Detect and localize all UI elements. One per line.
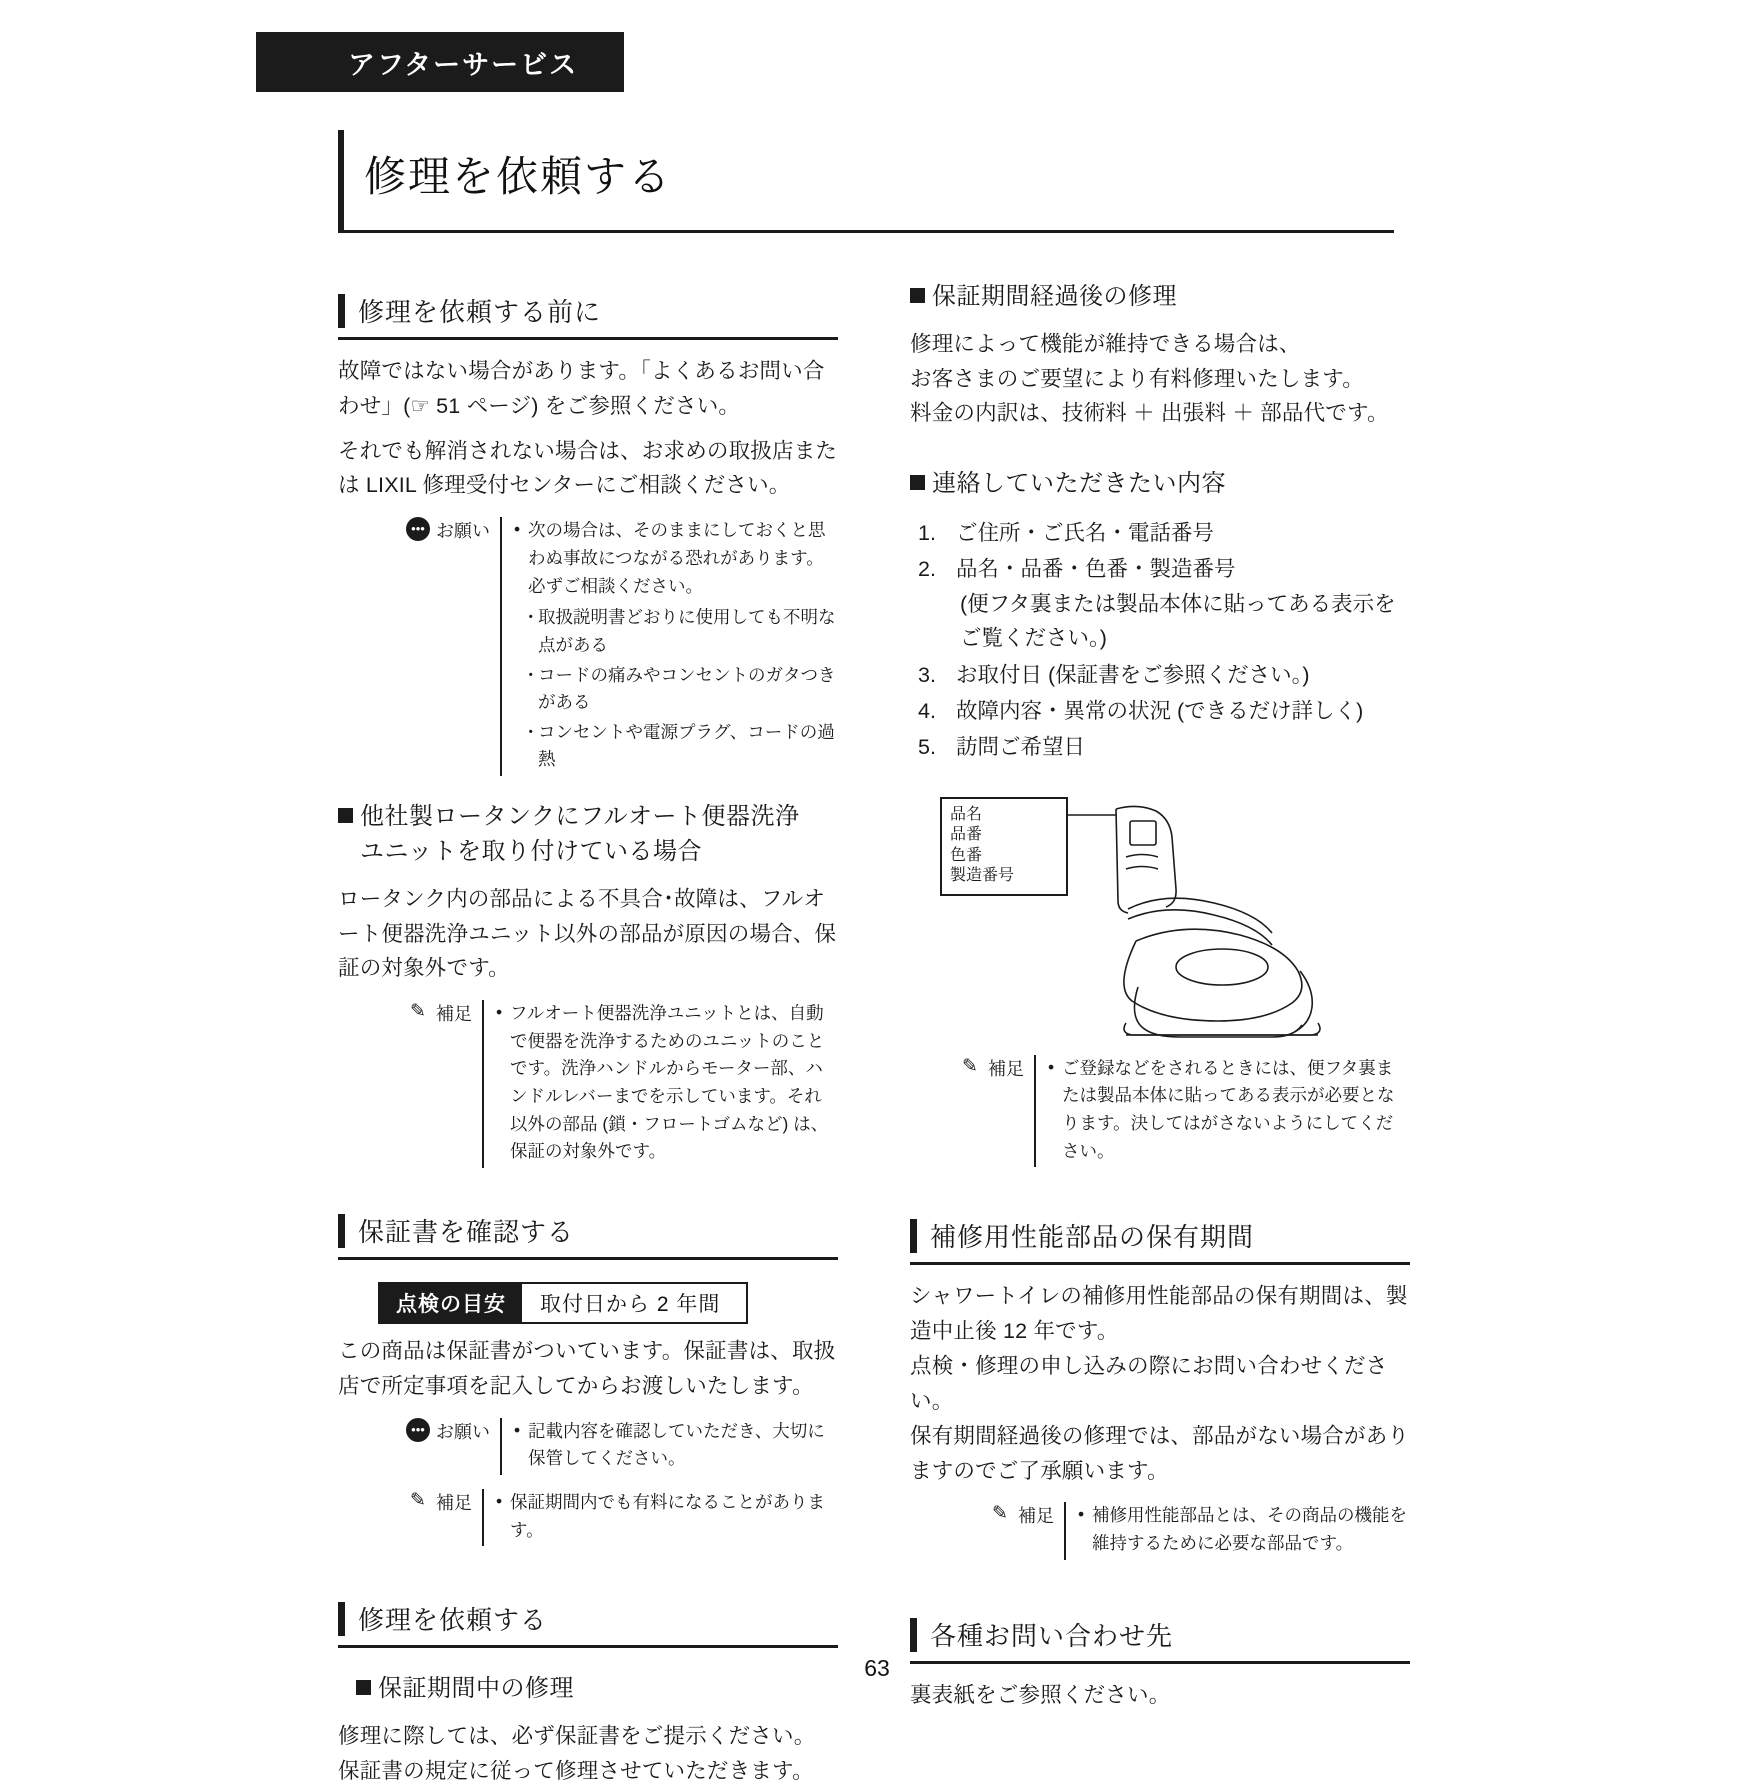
paragraph: 裏表紙をご参照ください。 [910,1682,1171,1707]
note-subitem: ・ コードの痛みやコンセントのガタつきがある [522,662,838,717]
label-line: 色番 [950,846,983,864]
label-line: 品番 [950,826,983,844]
item-text: ご住所・ご氏名・電話番号 [956,521,1215,546]
title-underline [338,230,1394,233]
paragraph: お客さまのご要望により有料修理いたします。 [910,366,1364,391]
item-text: お取付日 (保証書をご参照ください。) [956,662,1310,687]
note-content [482,1000,838,1168]
list-item [910,658,1410,692]
note-label [406,1489,482,1546]
heading-accent-bar [338,1214,345,1248]
left-column [338,292,838,1789]
note-content [1034,1055,1410,1168]
note-label [406,1418,500,1475]
item-number: 4. [918,699,936,724]
section-heading-parts-retention [910,1217,1410,1265]
note-request [406,1418,838,1475]
note-item: • ご登録などをされるときには、便フタ裏または製品本体に貼ってある表示が必要となります。決してはがさないようにしてください。 [1048,1055,1410,1166]
list-item [910,730,1410,764]
note-content [1064,1502,1410,1559]
note-request [406,517,838,776]
heading-text: 修理を依頼する [338,1600,838,1648]
note-content [500,517,838,776]
item-number: 2. [918,557,936,582]
note-label-text: お願い [436,521,490,542]
product-label-figure [940,791,1410,1041]
right-column [910,280,1410,1712]
paragraph: 修理によって機能が維持できる場合は、 [910,331,1301,356]
paragraph: 保証書の規定に従って修理させていただきます。 [338,1758,814,1783]
note-subitem: ・ コンセントや電源プラグ、コードの過熱 [522,719,838,774]
paragraph: 保有期間経過後の修理では、部品がない場合がありますのでご了承願います。 [910,1423,1410,1483]
square-bullet-icon [910,288,925,303]
note-supplement [988,1502,1410,1559]
paragraph: ロータンク内の部品による不具合･故障は、フルオート便器洗浄ユニット以外の部品が原因の場合、保証の対象外です。 [338,886,837,981]
label-line: 製造番号 [950,867,1015,885]
note-label [958,1055,1034,1168]
note-supplement [406,1489,838,1546]
title-accent-bar [338,130,344,230]
paragraph: 故障ではない場合があります。「よくあるお問い合わせ」(☞ 51 ページ) をご参照ください。 [338,359,825,418]
item-subtext: (便フタ裏または製品本体に貼ってある表示をご覧ください。) [960,591,1396,651]
item-number: 3. [918,662,936,687]
subheading-text: 連絡していただきたい内容 [932,470,1226,498]
heading-accent-bar [910,1618,917,1652]
square-bullet-icon [338,808,353,823]
list-item [910,516,1410,550]
pencil-icon: ✎ [410,1001,426,1023]
note-supplement [406,1000,838,1168]
pencil-icon: ✎ [410,1489,426,1511]
section-heading-before-repair [338,292,838,340]
note-item: • 補修用性能部品とは、その商品の機能を維持するために必要な部品です。 [1078,1502,1410,1557]
item-number: 5. [918,735,936,760]
paragraph: それでも解消されない場合は、お求めの取扱店または LIXIL 修理受付センターにご相談ください。 [338,438,838,498]
toilet-illustration-icon [940,791,1410,1041]
inspection-badge [378,1282,748,1324]
subheading-text: 他社製ロータンクにフルオート便器洗浄 [360,803,800,831]
note-label-text: 補足 [1018,1506,1054,1527]
label-line: 品名 [950,805,983,823]
square-bullet-icon [356,1680,371,1695]
note-content [500,1418,838,1475]
paragraph: 修理に際しては、必ず保証書をご提示ください。 [338,1724,816,1749]
dots-icon: ••• [406,1418,430,1442]
item-text: 故障内容・異常の状況 (できるだけ詳しく) [956,699,1364,724]
note-label [406,1000,482,1168]
pencil-icon: ✎ [962,1055,978,1077]
note-subitem: ・ 取扱説明書どおりに使用しても不明な点がある [522,604,838,659]
item-text: 訪問ご希望日 [956,735,1086,760]
page-title-block [338,130,1394,240]
note-item: • 保証期間内でも有料になることがあります。 [496,1489,838,1544]
pencil-icon: ✎ [992,1503,1008,1525]
heading-text: 各種お問い合わせ先 [910,1616,1410,1664]
heading-text: 保証書を確認する [338,1212,838,1260]
paragraph: 料金の内訳は、技術料 ＋ 出張料 ＋ 部品代です。 [910,401,1389,426]
note-supplement [958,1055,1410,1168]
list-item [910,694,1410,728]
note-label-text: 補足 [436,1004,472,1025]
dots-icon: ••• [406,517,430,541]
note-label [988,1502,1064,1559]
page-title: 修理を依頼する [364,153,673,200]
page-number: 63 [864,1655,890,1681]
chapter-tab: アフターサービス [256,32,624,92]
paragraph: 点検・修理の申し込みの際にお問い合わせください。 [910,1354,1388,1413]
note-label [406,517,500,776]
badge-label: 点検の目安 [380,1284,522,1322]
item-number: 1. [918,521,936,546]
subheading-other-maker-tank [338,800,838,870]
heading-text: 補修用性能部品の保有期間 [910,1217,1410,1265]
paragraph: この商品は保証書がついています。保証書は、取扱店で所定事項を記入してからお渡しいたします。 [338,1339,836,1398]
note-content [482,1489,838,1546]
subheading-text: 保証期間経過後の修理 [932,283,1177,310]
heading-text: 修理を依頼する前に [338,292,838,340]
badge-value: 取付日から 2 年間 [540,1293,721,1316]
paragraph: シャワートイレの補修用性能部品の保有期間は、製造中止後 12 年です。 [910,1284,1408,1344]
note-item: • 記載内容を確認していただき、大切に保管してください。 [514,1418,838,1473]
note-item: • 次の場合は、そのままにしておくと思わぬ事故につながる恐れがあります。必ずご相談ください。 [514,517,838,600]
note-label-text: 補足 [988,1058,1024,1079]
subheading-contact-info [910,467,1410,502]
square-bullet-icon [910,475,925,490]
note-item: • フルオート便器洗浄ユニットとは、自動で便器を洗浄するためのユニットのことです。洗浄ハンドルからモーター部、ハンドルレバーまでを示しています。それ以外の部品 (鎖・フロートゴムなど) は、保証の対象外です。 [496,1000,838,1166]
heading-accent-bar [338,1602,345,1636]
note-label-text: 補足 [436,1492,472,1513]
subheading-repair-after-warranty [910,280,1410,315]
heading-accent-bar [338,294,345,328]
list-item [910,552,1410,655]
note-label-text: お願い [436,1421,490,1442]
section-heading-check-warranty [338,1212,838,1260]
contact-items-list [910,516,1410,765]
heading-accent-bar [910,1219,917,1253]
section-heading-request-repair [338,1600,838,1648]
subheading-text: 保証期間中の修理 [378,1675,574,1703]
subheading-text-line2: ユニットを取り付けている場合 [360,837,703,865]
item-text: 品名・品番・色番・製造番号 [956,557,1236,582]
